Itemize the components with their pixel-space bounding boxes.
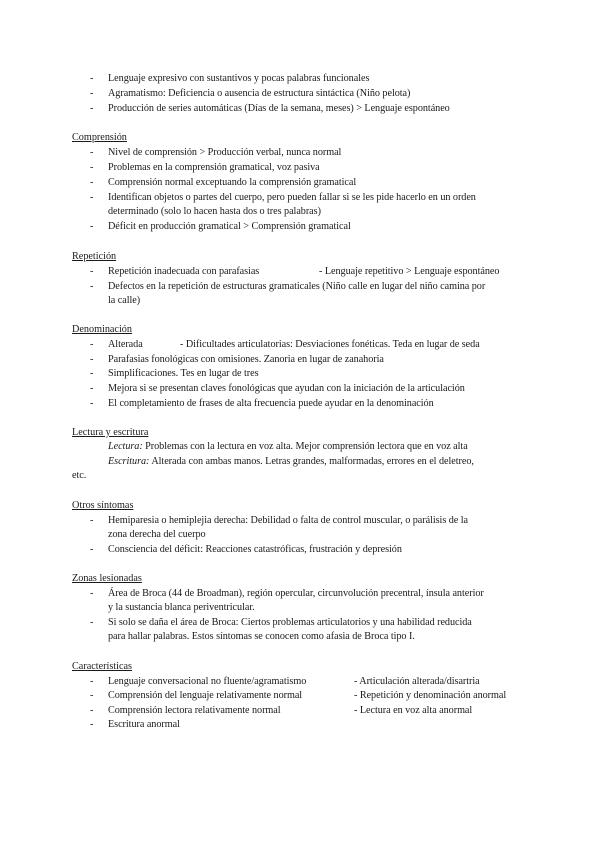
- caracteristicas-right-3: - Lectura en voz alta anormal: [354, 705, 473, 716]
- bullet-dash: -: [90, 617, 94, 628]
- repeticion-item-2: Defectos en la repetición de estructuras gramaticales (Niño calle en lugar del niño camina por: [108, 281, 486, 292]
- bullet-dash: -: [90, 690, 94, 701]
- bullet-dash: -: [90, 103, 94, 114]
- intro-item-1: Lenguaje expresivo con sustantivos y pocas palabras funcionales: [108, 73, 370, 84]
- denominacion-item-1-right: - Dificultades articulatorias: Desviaciones fonéticas. Teda en lugar de seda: [180, 339, 480, 350]
- bullet-dash: -: [90, 588, 94, 599]
- heading-denominacion: Denominación: [72, 324, 132, 335]
- otros-item-2: Consciencia del déficit: Reacciones catastróficas, frustración y depresión: [108, 544, 402, 555]
- bullet-dash: -: [90, 281, 94, 292]
- bullet-dash: -: [90, 705, 94, 716]
- caracteristicas-right-1: - Articulación alterada/disartria: [354, 676, 480, 687]
- repeticion-item-2-cont: la calle): [108, 295, 141, 306]
- comprension-item-4-cont: determinado (solo lo hacen hasta dos o tres palabras): [108, 206, 321, 217]
- bullet-dash: -: [90, 177, 94, 188]
- zonas-item-1-cont: y la sustancia blanca periventricular.: [108, 602, 255, 613]
- caracteristicas-left-3: Comprensión lectora relativamente normal: [108, 705, 281, 716]
- heading-caracteristicas: Características: [72, 661, 132, 672]
- caracteristicas-left-4: Escritura anormal: [108, 719, 180, 730]
- zonas-item-2-cont: para hallar palabras. Estos síntomas se conocen como afasia de Broca tipo I.: [108, 631, 415, 642]
- bullet-dash: -: [90, 221, 94, 232]
- heading-comprension: Comprensión: [72, 132, 127, 143]
- bullet-dash: -: [90, 354, 94, 365]
- bullet-dash: -: [90, 383, 94, 394]
- bullet-dash: -: [90, 266, 94, 277]
- comprension-item-2: Problemas en la comprensión gramatical, voz pasiva: [108, 162, 320, 173]
- zonas-item-1: Área de Broca (44 de Broadman), región opercular, circunvolución precentral, ínsula anterior: [108, 588, 484, 599]
- denominacion-item-2: Parafasias fonológicas con omisiones. Zanoria en lugar de zanahoria: [108, 354, 384, 365]
- bullet-dash: -: [90, 719, 94, 730]
- bullet-dash: -: [90, 339, 94, 350]
- comprension-item-4: Identifican objetos o partes del cuerpo, pero pueden fallar si se les pide hacerlo en un orden: [108, 192, 476, 203]
- escritura-text: Alterada con ambas manos. Letras grandes, malformadas, errores en el deletreo,: [149, 456, 474, 467]
- denominacion-item-5: El completamiento de frases de alta frecuencia puede ayudar en la denominación: [108, 398, 434, 409]
- lectura-line: [108, 440, 468, 453]
- lectura-text: Problemas con la lectura en voz alta. Mejor comprensión lectora que en voz alta: [142, 441, 468, 452]
- bullet-dash: -: [90, 676, 94, 687]
- bullet-dash: -: [90, 162, 94, 173]
- intro-item-2: Agramatismo: Deficiencia o ausencia de estructura sintáctica (Niño pelota): [108, 88, 411, 99]
- escritura-etc: etc.: [72, 470, 87, 481]
- heading-lectura: Lectura y escritura: [72, 427, 149, 438]
- bullet-dash: -: [90, 88, 94, 99]
- caracteristicas-left-1: Lenguaje conversacional no fluente/agramatismo: [108, 676, 307, 687]
- denominacion-item-3: Simplificaciones. Tes en lugar de tres: [108, 368, 259, 379]
- denominacion-item-1: Alterada: [108, 339, 143, 350]
- escritura-line: [108, 455, 474, 468]
- comprension-item-5: Déficit en producción gramatical > Comprensión gramatical: [108, 221, 351, 232]
- bullet-dash: -: [90, 73, 94, 84]
- bullet-dash: -: [90, 147, 94, 158]
- intro-item-3: Producción de series automáticas (Días de la semana, meses) > Lenguaje espontáneo: [108, 103, 450, 114]
- repeticion-item-1-right: - Lenguaje repetitivo > Lenguaje espontáneo: [319, 266, 500, 277]
- caracteristicas-right-2: - Repetición y denominación anormal: [354, 690, 507, 701]
- bullet-dash: -: [90, 544, 94, 555]
- comprension-item-3: Comprensión normal exceptuando la comprensión gramatical: [108, 177, 357, 188]
- heading-repeticion: Repetición: [72, 251, 117, 262]
- zonas-item-2: Si solo se daña el área de Broca: Ciertos problemas articulatorios y una habilidad reducida: [108, 617, 472, 628]
- escritura-label: Escritura:: [108, 456, 150, 467]
- bullet-dash: -: [90, 515, 94, 526]
- comprension-item-1: Nivel de comprensión > Producción verbal, nunca normal: [108, 147, 342, 158]
- bullet-dash: -: [90, 368, 94, 379]
- otros-item-1: Hemiparesia o hemiplejia derecha: Debilidad o falta de control muscular, o parálisis de la: [108, 515, 469, 526]
- bullet-dash: -: [90, 192, 94, 203]
- caracteristicas-left-2: Comprensión del lenguaje relativamente normal: [108, 690, 303, 701]
- heading-zonas: Zonas lesionadas: [72, 573, 142, 584]
- bullet-dash: -: [90, 398, 94, 409]
- repeticion-item-1: Repetición inadecuada con parafasias: [108, 266, 260, 277]
- heading-otros: Otros síntomas: [72, 500, 134, 511]
- denominacion-item-4: Mejora si se presentan claves fonológicas que ayudan con la iniciación de la articulación: [108, 383, 465, 394]
- lectura-label: Lectura:: [108, 441, 143, 452]
- otros-item-1-cont: zona derecha del cuerpo: [108, 529, 206, 540]
